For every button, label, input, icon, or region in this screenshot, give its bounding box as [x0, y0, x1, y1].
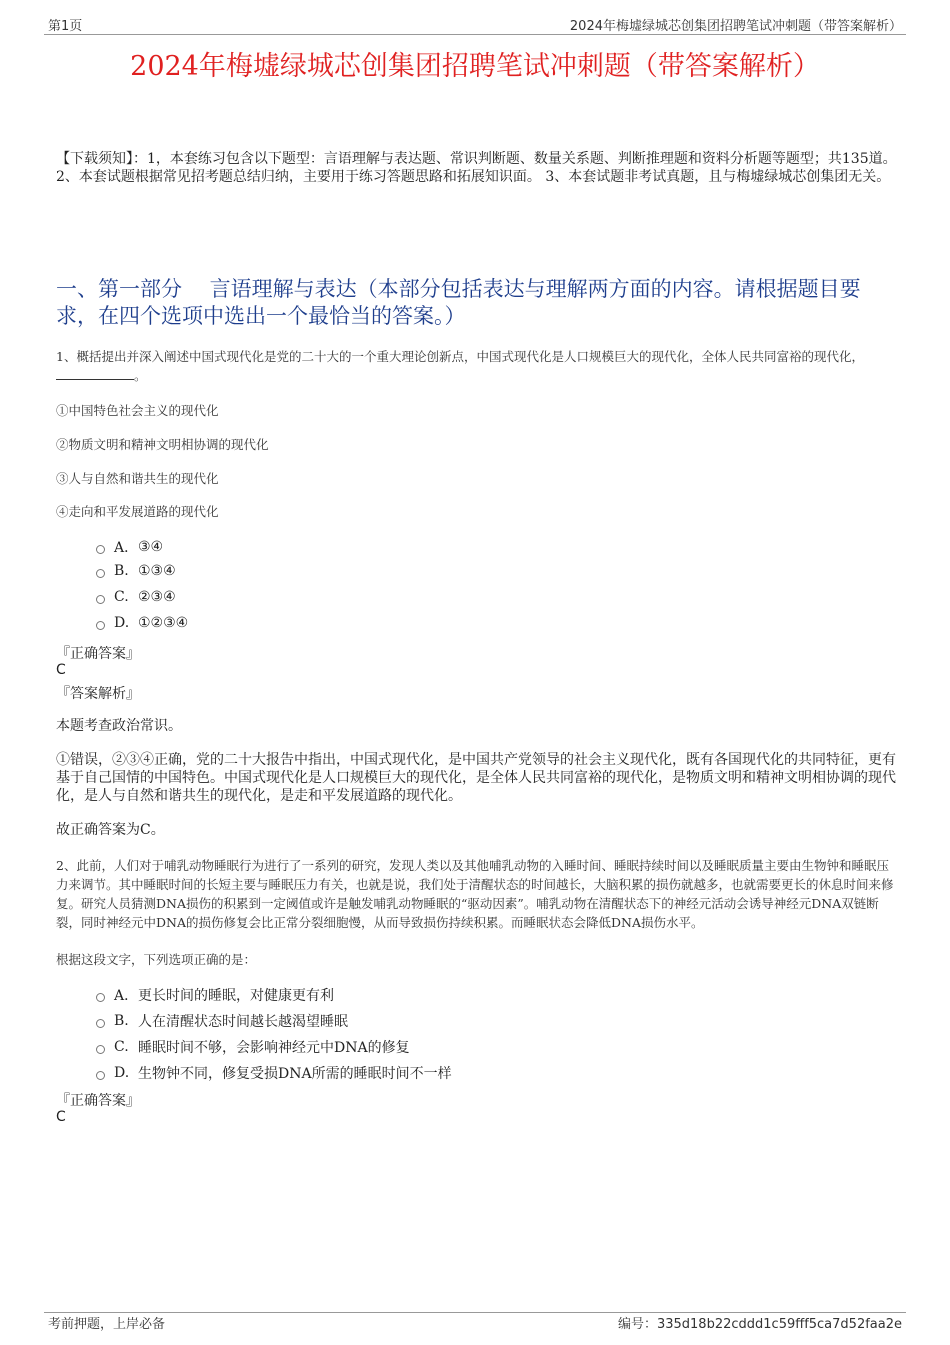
q2-option-d-text: 生物钟不同，修复受损DNA所需的睡眠时间不一样 — [138, 1066, 452, 1082]
document-title: 2024年梅墟绿城芯创集团招聘笔试冲刺题（带答案解析） — [130, 51, 820, 82]
radio-icon[interactable] — [96, 1019, 105, 1028]
q2-option-a[interactable] — [96, 985, 334, 1005]
q1-analysis-conclusion: 故正确答案为C。 — [56, 822, 165, 838]
footer-document-id: 编号：335d18b22cddd1c59fff5ca7d52faa2e — [617, 1317, 902, 1332]
q2-stem: 2、此前，人们对于哺乳动物睡眠行为进行了一系列的研究，发现人类以及其他哺乳动物的入睡时间、睡眠持续时间以及睡眠质量主要由生物钟和睡眠压力来调节。其中睡眠时间的长短主要与睡眠压力有关，也就是说，我们处于清醒状态的时间越长，大脑积累的损伤就越多，也就需要更长的休息时间来修复。研究人员猜测DNA损伤的积累到一定阈值或许是触发哺乳动物睡眠的“驱动因素”。哺乳动物在清醒状态下的神经元活动会诱导神经元DNA双链断裂，同时神经元中DNA的损伤修复会比正常分裂细胞慢，从而导致损伤持续积累。而睡眠状态会降低DNA损伤水平。 — [56, 858, 894, 930]
radio-icon[interactable] — [96, 1071, 105, 1080]
q1-analysis-intro: 本题考查政治常识。 — [56, 718, 182, 734]
q2-option-b-letter: B. — [114, 1013, 129, 1029]
q1-option-a[interactable] — [96, 537, 163, 557]
q1-option-a-letter: A． — [114, 540, 139, 556]
q2-option-d[interactable] — [96, 1063, 452, 1083]
q1-option-d-text: ①②③④ — [138, 615, 189, 631]
q1-option-c-letter: C. — [114, 589, 129, 605]
q2-option-c[interactable] — [96, 1037, 410, 1057]
footer-slogan: 考前押题，上岸必备 — [48, 1317, 166, 1332]
radio-icon[interactable] — [96, 621, 105, 630]
q1-option-d[interactable] — [96, 615, 188, 631]
q1-option-b-text: ①③④ — [138, 563, 176, 579]
q2-option-d-letter: D. — [114, 1065, 130, 1081]
q2-question: 根据这段文字，下列选项正确的是： — [56, 952, 257, 967]
radio-icon[interactable] — [96, 569, 105, 578]
radio-icon[interactable] — [96, 595, 105, 604]
q1-statement-4: ④走向和平发展道路的现代化 — [56, 504, 219, 519]
q1-statement-1: ①中国特色社会主义的现代化 — [56, 403, 219, 418]
running-header-title: 2024年梅墟绿城芯创集团招聘笔试冲刺题（带答案解析） — [569, 19, 902, 34]
q1-statement-2: ②物质文明和精神文明相协调的现代化 — [56, 437, 269, 452]
q1-analysis-label: 『答案解析』 — [56, 686, 140, 702]
q1-statement-3: ③人与自然和谐共生的现代化 — [56, 471, 219, 486]
q1-option-c[interactable] — [96, 589, 176, 605]
q1-stem-end: 。 — [134, 368, 147, 383]
download-notice: 【下载须知】：1，本套练习包含以下题型：言语理解与表达题、常识判断题、数量关系题、判断推理题和资料分析题等题型；共135道。 2、本套试题根据常见招考题总结归纳，主要用于练习答题思路和拓展知识面。 3、本套试题非考试真题，且与梅墟绿城芯创集团无关。 — [56, 151, 897, 185]
q2-answer: C — [56, 1109, 66, 1125]
q1-option-b[interactable] — [96, 563, 176, 579]
q2-answer-label: 『正确答案』 — [56, 1093, 140, 1109]
q2-option-a-letter: A． — [114, 988, 139, 1004]
q1-stem — [56, 347, 901, 385]
q1-analysis-body: ①错误，②③④正确，党的二十大报告中指出，中国式现代化，是中国共产党领导的社会主义现代化，既有各国现代化的共同特征，更有基于自己国情的中国特色。中国式现代化是人口规模巨大的现代化，是全体人民共同富裕的现代化，是物质文明和精神文明相协调的现代化，是人与自然和谐共生的现代化，是走和平发展道路的现代化。 — [56, 752, 896, 804]
q2-option-c-letter: C. — [114, 1039, 129, 1055]
header-divider — [44, 34, 906, 35]
q1-option-b-letter: B. — [114, 563, 129, 579]
q1-answer-label: 『正确答案』 — [56, 646, 140, 662]
q1-option-c-text: ②③④ — [138, 589, 176, 605]
q1-blank — [56, 367, 134, 380]
q2-option-a-text: 更长时间的睡眠，对健康更有利 — [138, 988, 334, 1004]
q2-option-b[interactable] — [96, 1011, 348, 1031]
page-number: 第1页 — [48, 19, 83, 34]
radio-icon[interactable] — [96, 545, 105, 554]
radio-icon[interactable] — [96, 993, 105, 1002]
q1-stem-text: 1、概括提出并深入阐述中国式现代化是党的二十大的一个重大理论创新点，中国式现代化是人口规模巨大的现代化，全体人民共同富裕的现代化， — [56, 349, 864, 364]
q2-option-c-text: 睡眠时间不够，会影响神经元中DNA的修复 — [138, 1040, 410, 1056]
q1-answer: C — [56, 662, 66, 678]
q1-option-d-letter: D. — [114, 615, 130, 631]
q1-option-a-text: ③④ — [138, 539, 164, 555]
q2-option-b-text: 人在清醒状态时间越长越渴望睡眠 — [138, 1014, 348, 1030]
radio-icon[interactable] — [96, 1045, 105, 1054]
section-title: 一、第一部分 言语理解与表达（本部分包括表达与理解两方面的内容。请根据题目要求，在四个选项中选出一个最恰当的答案。） — [56, 277, 861, 328]
